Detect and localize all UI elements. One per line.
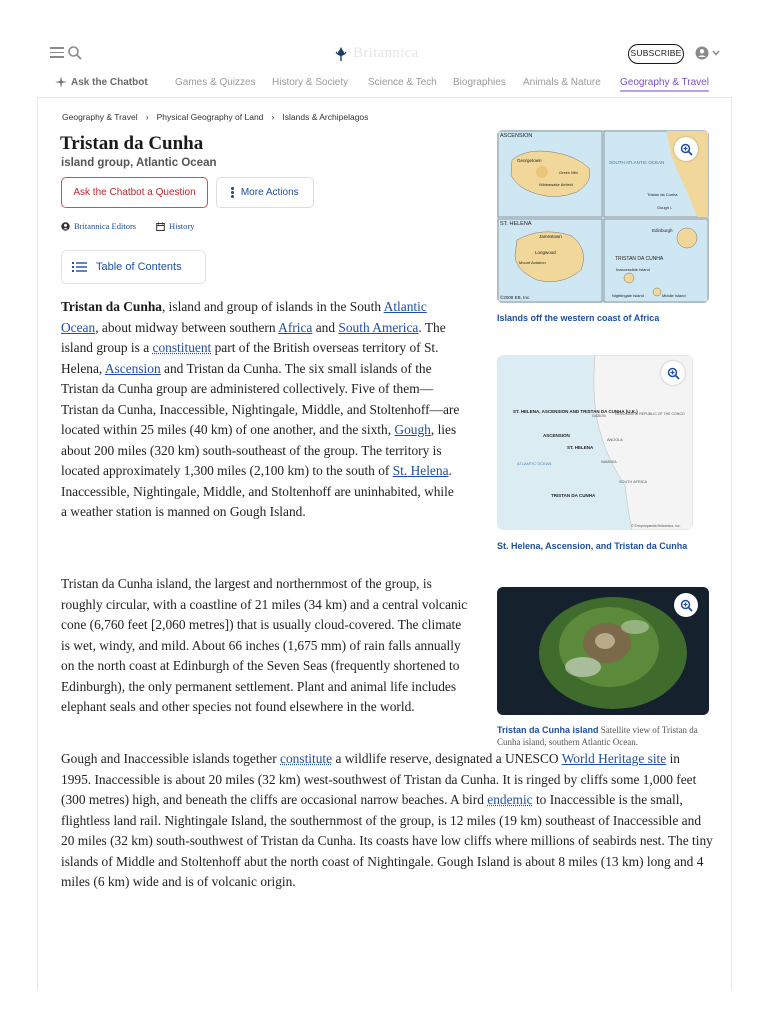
map-label: ST. HELENA (500, 221, 532, 227)
caption-text: Satellite view of Tristan da Cunha island, southern Atlantic Ocean. (497, 725, 698, 747)
text-run: , about midway between southern (95, 319, 279, 335)
more-actions-button[interactable] (216, 177, 314, 208)
map-label: ANGOLA (607, 438, 623, 442)
link-gough[interactable]: Gough (394, 422, 431, 437)
map-label: Middle Island (662, 293, 686, 298)
author-link[interactable] (61, 221, 136, 231)
table-of-contents-button[interactable] (61, 250, 206, 284)
caption-title: Islands off the western coast of Africa (497, 313, 660, 323)
page-subtitle: island group, Atlantic Ocean (61, 157, 217, 169)
caption-title: Tristan da Cunha island (497, 725, 599, 735)
text-run: and (312, 319, 339, 335)
map-label: Georgetown (517, 158, 542, 163)
image-caption[interactable] (497, 725, 709, 748)
calendar-icon (156, 222, 165, 231)
link-world-heritage-site[interactable]: World Heritage site (561, 751, 667, 766)
hamburger-menu-icon[interactable] (50, 47, 64, 59)
text-run: in 1995. Inaccessible is about 20 miles (32 km) west-southwest of Tristan da Cunha. It is ringed by cliffs some 1,000 feet (300 metres) high, and beneath the cliffs are occasional narrow beaches. A bird (61, 751, 697, 807)
map-label: Tristan da Cunha (647, 192, 678, 197)
map-label: Green Mtn (559, 170, 578, 175)
text-run: and Tristan da Cunha. The six small islands of the Tristan da Cunha group are administered collectively. Five of them—Tristan da Cunha, Inaccessible, Nightingale, Middle, and Stoltenhoff—are located within 25 miles (40 km) of one another, and the sixth, (61, 360, 460, 437)
chatbot-nav-label: Ask the Chatbot (71, 76, 148, 88)
map-label: ASCENSION (500, 133, 533, 139)
zoom-in-button[interactable] (674, 137, 698, 161)
more-actions-label: More Actions (240, 187, 299, 198)
ask-chatbot-question-button[interactable]: Ask the Chatbot a Question (61, 177, 208, 208)
map-label: Edinburgh (652, 228, 673, 233)
map-label: Mount Actaeon (519, 260, 546, 265)
locator-map-image[interactable] (497, 355, 693, 530)
person-icon (61, 222, 70, 231)
chevron-down-icon[interactable] (712, 50, 720, 56)
image-caption[interactable] (497, 313, 709, 325)
category-nav (0, 75, 768, 93)
nav-biographies[interactable]: Biographies (453, 77, 506, 88)
nav-history-society[interactable]: History & Society (272, 77, 349, 88)
subscribe-button[interactable]: SUBSCRIBE (628, 44, 684, 64)
lead-term: Tristan da Cunha (61, 299, 162, 314)
article-paragraph (61, 749, 713, 893)
caption-title: St. Helena, Ascension, and Tristan da Cunha (497, 541, 688, 551)
map-label: ST. HELENA, ASCENSION AND TRISTAN DA CUNHA (U.K.) (513, 409, 638, 414)
map-label: Inaccessible Island (616, 267, 650, 272)
text-run: . The island group is a (61, 319, 446, 355)
britannica-logo[interactable] (334, 45, 418, 62)
magnifier-plus-icon (680, 143, 693, 156)
nav-science-tech[interactable]: Science & Tech (368, 77, 437, 88)
text-run: Gough and Inaccessible islands together (61, 751, 281, 766)
map-label: Wideawake Airfield (539, 182, 573, 187)
chevron-right-icon: › (145, 112, 149, 122)
map-label: SOUTH ATLANTIC OCEAN (609, 160, 665, 165)
magnifier-plus-icon (680, 599, 693, 612)
page-title: Tristan da Cunha (60, 133, 204, 154)
toc-label: Table of Contents (96, 261, 182, 273)
link-ascension[interactable]: Ascension (104, 360, 161, 376)
magnifier-plus-icon (667, 367, 680, 380)
sparkle-icon (55, 76, 67, 88)
breadcrumb-item[interactable]: Physical Geography of Land (156, 112, 264, 122)
list-icon (72, 261, 87, 273)
map-label: Jamestown (539, 234, 562, 239)
image-caption[interactable] (497, 541, 693, 553)
nav-games-quizzes[interactable]: Games & Quizzes (175, 77, 256, 88)
map-label: ST. HELENA (567, 445, 594, 450)
search-icon[interactable] (67, 45, 83, 61)
link-africa[interactable]: Africa (278, 319, 313, 335)
map-label: TRISTAN DA CUNHA (615, 256, 664, 262)
text-run: , island and group of islands in the South (161, 299, 384, 314)
map-label: Nightingale Island (612, 293, 644, 298)
breadcrumb-item[interactable]: Islands & Archipelagos (282, 112, 369, 122)
article-paragraph: Tristan da Cunha island, the largest and northernmost of the group, is roughly circular, with a coastline of 21 miles (34 km) and a central volcanic cone (6,760 feet [2,060 metres]) that is usually cloud-covered. The climate is wet, windy, and mild. About 66 inches (1,675 mm) of rain falls annually on the north coast at Edinburgh of the Seven Seas (frequently shortened to Edinburgh), the only permanent settlement. Plant and animal life includes elephant seals and other species not found elsewhere in the world. (61, 576, 468, 714)
link-constituent[interactable]: constituent (152, 340, 212, 355)
map-label: Longwood (535, 250, 556, 255)
zoom-in-button[interactable] (661, 361, 685, 385)
map-label: ASCENSION (543, 433, 570, 438)
thistle-logo-icon (334, 46, 348, 62)
map-label: ATLANTIC OCEAN (517, 461, 552, 466)
map-label: DEMOCRATIC REPUBLIC OF THE CONGO (615, 412, 685, 416)
author-name: Britannica Editors (74, 221, 137, 231)
link-endemic[interactable]: endemic (487, 792, 533, 807)
user-account-icon[interactable] (695, 46, 709, 60)
history-label: History (169, 221, 195, 231)
map-label: SOUTH AFRICA (619, 480, 648, 484)
text-run: part of the British overseas territory of St. Helena, (61, 340, 439, 376)
article-paragraph (61, 297, 461, 523)
map-label: NAMIBIA (601, 460, 617, 464)
text-run: a wildlife reserve, designated a UNESCO (332, 751, 562, 766)
text-run: . Inaccessible, Nightingale, Middle, and Stoltenhoff are uninhabited, while a weather station is manned on Gough Island. (61, 463, 454, 519)
ask-chatbot-nav[interactable] (55, 76, 148, 88)
history-link[interactable] (156, 221, 195, 231)
link-atlantic-ocean[interactable]: Atlantic Ocean (61, 299, 427, 335)
zoom-in-button[interactable] (674, 593, 698, 617)
nav-geography-travel[interactable]: Geography & Travel (620, 77, 709, 92)
breadcrumb (62, 112, 368, 122)
satellite-image[interactable] (497, 587, 709, 715)
map-label: Gough I. (657, 205, 673, 210)
link-constitute[interactable]: constitute (280, 751, 333, 766)
text-run: to Inaccessible is the small, flightless land rail. Nightingale Island, the southernmost of the group, is 12 miles (19 km) southeast of Inaccessible and 20 miles (32 km) south-southwest of Tristan da Cunha. Its coasts have low cliffs where millions of seabirds nest. The tiny islands of Middle and Stoltenhoff abut the north coast of Nightingale. Gough Island is about 8 miles (13 km) long and 4 miles (6 km) wide and is of volcanic origin. (61, 792, 713, 889)
breadcrumb-item[interactable]: Geography & Travel (62, 112, 138, 122)
logo-wordmark: Britannica (353, 45, 419, 61)
nav-animals-nature[interactable]: Animals & Nature (523, 77, 601, 88)
vertical-dots-icon (231, 187, 234, 198)
map-label: TRISTAN DA CUNHA (551, 493, 596, 498)
map-copyright: © Encyclopædia Britannica, Inc. (631, 524, 681, 528)
link-south-america[interactable]: South America (338, 319, 419, 335)
map-copyright: ©2008 EB, Inc. (500, 295, 531, 300)
text-run: , lies about 200 miles (320 km) south-southeast of the group. The territory is located approximately 1,300 miles (2,100 km) to the south of (61, 422, 457, 478)
map-label: GABON (592, 414, 606, 418)
link-st-helena[interactable]: St. Helena (392, 463, 449, 478)
chevron-right-icon: › (271, 112, 275, 122)
islands-map-image[interactable] (497, 130, 709, 303)
